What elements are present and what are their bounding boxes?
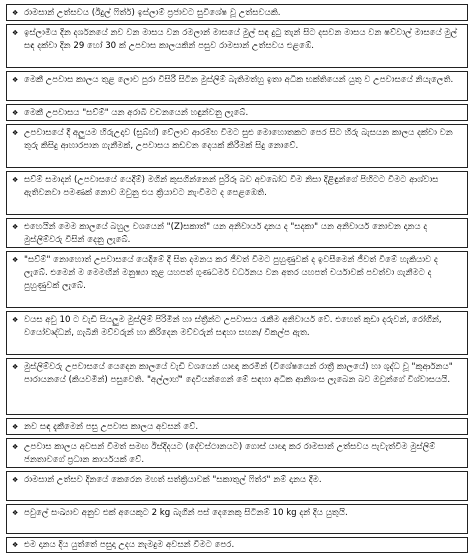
list-item-text: ඉස්ලාමීය දින දර්ශනයේ නව වන මාසය වන රමලාන් මාසයේ මුල් සඳ දුටු තැන් සිට දසවන මාසය වන ෂව්වාල් මාසයේ මුල් සඳ දක්වා දින 29 හෝ 30 ක් උපවාස කාලයකින් පසුව රාමසාන් උත්සවය එළඹේ. [24, 28, 458, 51]
list-item [6, 537, 468, 553]
diamond-bullet-icon: ❖ [12, 423, 19, 431]
list-item-text: රාමසාන් උත්සවය (ඊදුල් ෆිත්ර්) ඉස්ලාම් ප්‍රජාවට සුවිශේෂ වූ උත්සවයකි. [24, 8, 281, 18]
diamond-bullet-icon: ❖ [12, 509, 19, 517]
list-item-text: උපවාසයේ දී අලුයම හිරුඋදාව (සුබ්හ්) වේලාව ආරම්භ වීමට සුළු මොහොතකට පෙර සිට හිරු බැසයන කාලය දක්වා වන තුරු කිසිදු ආහාරපාන ගැනීමක්, උපවාසය කඩවන දෙයක් කිරීමක් සිදු නොවේ. [24, 128, 453, 151]
list-item [6, 418, 468, 435]
diamond-bullet-icon: ❖ [12, 176, 19, 184]
list-item [6, 311, 468, 355]
diamond-bullet-icon: ❖ [12, 363, 19, 371]
list-item [6, 24, 468, 68]
list-item-text: එම දානය දිය යුත්තේ පසුදා උදය නැමදුම අවසන් වීමට පෙර. [24, 540, 235, 550]
list-item [6, 71, 468, 101]
diamond-bullet-icon: ❖ [12, 76, 19, 84]
list-item-text: පවුලේ සංඛ්‍යාව අනුව එක් අයෙකුට 2 kg බැගින් පස් දෙනෙකු සිටිනම් 10 kg දන් දිය යුතුයි. [24, 508, 348, 518]
list-item-text: වයස අවු 10 ට වැඩි සියලුම මුස්ලිම් පිරිමින් හා ස්ත්‍රීන්ට උපවාසය රැකීම අනිවාර්ය වේ. එහෙත් කුඩා දරුවන්, රෝගීන්, වයෝවෘද්ධන්, ගැබිනි මව්වරුන් හා කිරිදෙන මව්වරුන් සඳහා සහන/ විකල්ප ඇත. [24, 315, 442, 338]
diamond-bullet-icon: ❖ [12, 256, 19, 264]
list-item-text: මුස්ලිම්වරු උපවාසයේ යෙදෙන කාලයේ වැඩි වශයෙන් යාඥා කරමින් (විශේෂයෙන් රාත්‍රී කාලයේ) හා ශුද්ධ වූ "කුර්ආනය" පාරායනයේ (කියවමින්) පසුවෙති. "අල්ලාහ්" දෙවියන්ගෙන් මේ සඳහා අධික ආනිශංස ලැබෙන බව ඔවුන්ගේ විශ්වාසයයි. [24, 362, 453, 385]
list-item [6, 438, 468, 468]
list-item-text: සව්ම් සමාදන් (උපවාසයේ යෙදීම්) මගින් කුසගින්නෙන් පුරිරූ බව අවබෝධ වීම නිසා දිළිඳුන්ගේ පිහිටට වීමට ආශ්වාස ඇතිවනවා පමණක් නොව ඔවුනු එය ක්‍රියාවට නැංවීමට ද පෙළඹෙති. [24, 175, 439, 198]
diamond-bullet-icon: ❖ [12, 443, 19, 451]
list-item-text: මෙකී උපවාස කාලය තුළ ලොව පුරා විසිරී සිටින මුස්ලිම් බැතිමත්හු ඉතා අධික භක්තියෙන් යුතු ව උපවාසයේ නියැලෙති. [24, 75, 454, 85]
list-item-text: මෙකී උපවාසය "සව්ම්" යන අරාබි වචනයෙන් හඳුන්වනු ලැබේ. [24, 108, 249, 118]
list-item [6, 471, 468, 501]
list-item [6, 4, 468, 21]
list-item [6, 171, 468, 215]
list-item-text: එහෙයින් මෙම කාලයේ බහුල වශයෙන් "(Z)සකාත්" යන අනිවාර්ය දානය ද "සදකා" යන අනිවාර්ය නොවන දානය ද මුස්ලිම්වරු විසින් දෙනු ලැබේ. [24, 222, 428, 245]
list-item-text: නව සඳ දැකීමෙන් පසු උපවාස කාලය අවසන් වේ. [24, 422, 199, 432]
diamond-bullet-icon: ❖ [12, 9, 19, 17]
list-item [6, 358, 468, 415]
list-item-text: රාමසාන් උත්සව දිනයේ කෙරෙන මහත් සත්ක්‍රියාවක් "සකාතුල් ෆිත්ර" නම් දානය දීම. [24, 475, 322, 485]
list-item [6, 104, 468, 121]
list-item [6, 251, 468, 308]
diamond-bullet-icon: ❖ [12, 541, 19, 549]
diamond-bullet-icon: ❖ [12, 476, 19, 484]
list-item [6, 504, 468, 534]
diamond-bullet-icon: ❖ [12, 109, 19, 117]
list-item [6, 218, 468, 248]
list-item [6, 124, 468, 168]
diamond-bullet-icon: ❖ [12, 223, 19, 231]
diamond-bullet-icon: ❖ [12, 129, 19, 137]
list-item-text: උපවාස කාලය අවසන් වීමත් සමඟ ඊස්දිදයට (දේවස්ථානයට) ගොස් යාඥා කර රාමසාන් උත්සවය පැවැත්වීම මුස්ලිම් ජනතාවගේ ප්‍රධාන කාර්යයක් වේ. [24, 442, 436, 465]
list-item-text: "සව්ම්" නොහොත් උපවාසයේ යෙදීමේ දී සිත දමනය කර ජීවත් වීමට පුහුණුවක් ද ඉවසීමෙන් ජීවත් වීමේ හැකියාව ද ලැබේ. එමෙන් ම මෙමඟින් මනුෂ්‍යා තුළ යහපත් ගුණධර්ම වර්ධනය වන අතර යහපත් චර්යාවක් පවත්වා ගැනීමට ද පුහුණුවක් ලැබේ. [24, 255, 438, 291]
diamond-bullet-icon: ❖ [12, 29, 19, 37]
diamond-bullet-icon: ❖ [12, 316, 19, 324]
